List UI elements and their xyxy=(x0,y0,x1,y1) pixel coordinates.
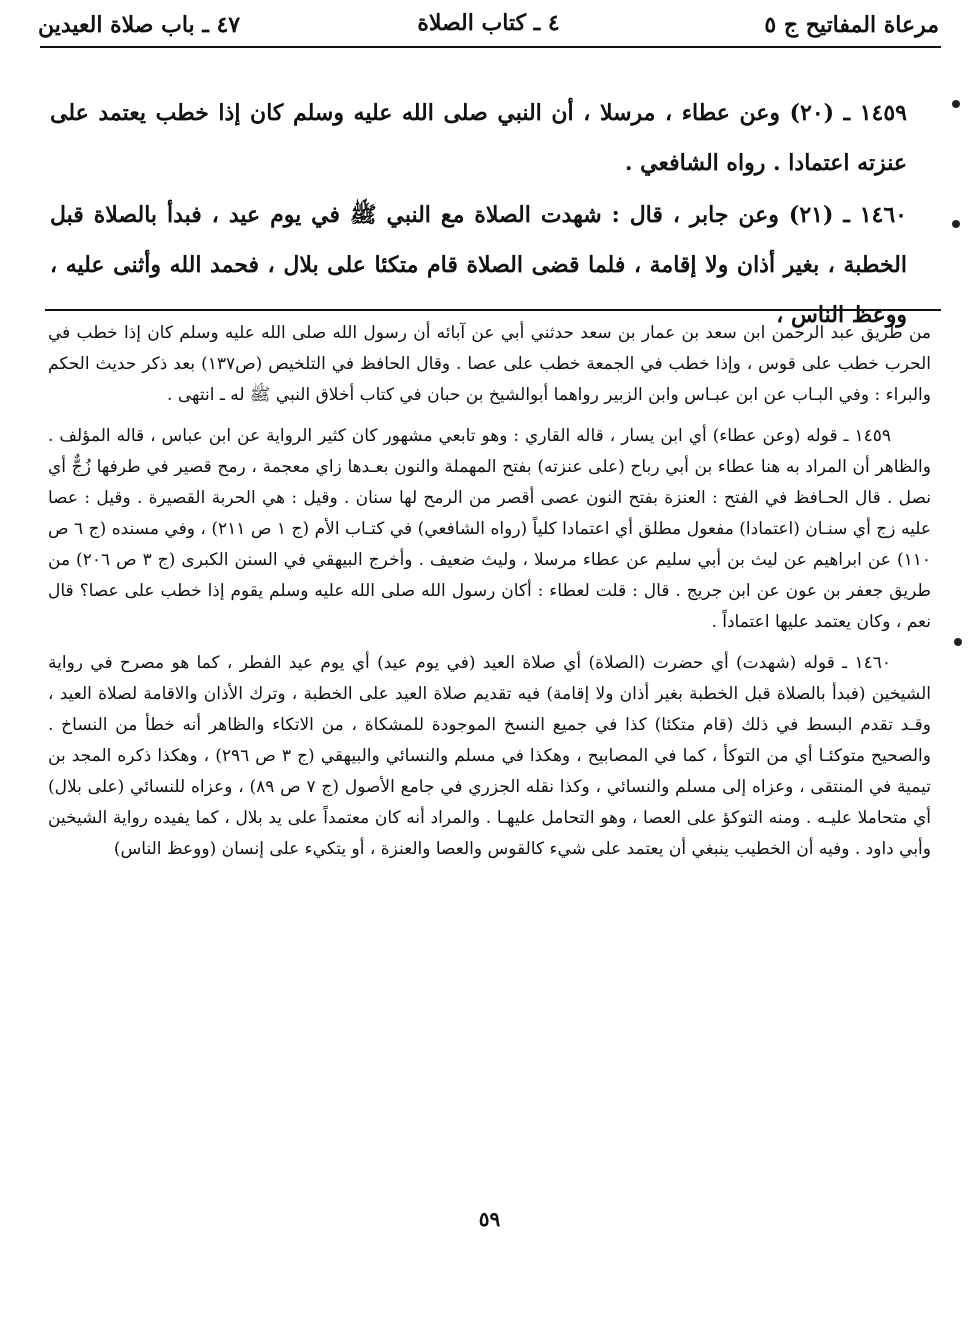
running-header xyxy=(38,8,939,42)
margin-mark-dot xyxy=(952,100,960,108)
commentary-paragraph-1460: ١٤٦٠ ـ قوله (شهدت) أي حضرت (الصلاة) أي صلاة العيد (في يوم عيد) أي يوم عيد الفطر ، كما هو مصرح في رواية الشيخين (فبدأ بالصلاة قبل الخطبة بغير أذان ولا إقامة) فيه تقديم صلاة العيد على الخطبة ، وترك الأذان والاقامة لصلاة العيد ، وقـد تقدم البسط في ذلك (قام متكئا) كذا في جميع النسخ الموجودة للمشكاة ، من الاتكاء والظاهر أنه خطأ من النساخ . والصحيح متوكئـا أي من التوكأ ، كما في المصابيح ، وهكذا في مسلم والنسائي والبيهقي (ج ٣ ص ٢٩٦) ، وهكذا ذكره المجد بن تيمية في المنتقى ، وعزاه إلى مسلم والنسائي ، وكذا نقله الجزري في جامع الأصول (ج ٧ ص ٨٩) ، وعزاه للنسائي (على بلال) أي متحاملا عليـه . ومنه التوكؤ على العصا ، وهو التحامل عليهـا . والمراد أنه كان معتمداً على يد بلال ، كما يفيده رواية الشيخين وأبي داود . وفيه أن الخطيب ينبغي أن يعتمد على شيء كالقوس والعصا والعنزة ، أو يتكيء على إنسان (ووعظ الناس) xyxy=(48,653,931,859)
margin-mark-dot xyxy=(954,638,962,646)
commentary-section xyxy=(48,318,931,875)
commentary-paragraph-continuation: من طريق عبد الرحمن ابن سعد بن عمار بن سعد حدثني أبي عن آبائه أن رسول الله صلى الله عليه وسلم كان إذا خطب في الحرب خطب على قوس ، وإذا خطب في الجمعة خطب على عصا . وقال الحافظ في التلخيص (ص١٣٧) بعد ذكر حديث الحكم والبراء : وفي البـاب عن ابن عبـاس وابن الزبير رواهما أبوالشيخ بن حبان في كتاب أخلاق النبي ﷺ له ـ انتهى . xyxy=(48,323,931,405)
header-section-title: ٤٧ ـ باب صلاة العيدين xyxy=(38,12,241,38)
page-number: ٥٩ xyxy=(478,1207,501,1231)
hadith-text-1459: ١٤٥٩ ـ (٢٠) وعن عطاء ، مرسلا ، أن النبي صلى الله عليه وسلم كان إذا خطب يعتمد على عنزته اعتمادا . رواه الشافعي . xyxy=(50,100,907,176)
commentary-paragraph-1459: ١٤٥٩ ـ قوله (وعن عطاء) أي ابن يسار ، قاله القاري : وهو تابعي مشهور كان كثير الرواية عن ابن عباس ، قاله المؤلف . والظاهر أن المراد به هنا عطاء بن أبي رباح (على عنزته) بفتح المهملة والنون بعـدها زاي معجمة ، رمح قصير في طرفها زُجٌّ أي نصل . قال الحـافظ في الفتح : العنزة بفتح النون عصى أقصر من الرمح لها سنان . وقيل : هي الحربة القصيرة . وقيل : عصا عليه زج أي سنـان (اعتمادا) مفعول مطلق أي اعتمادا كلياً (رواه الشافعي) في كتـاب الأم (ج ١ ص ٢١١) ، وفي مسنده (ج ٦ ص ١١٠) عن ابراهيم عن ليث بن أبي سليم عن عطاء مرسلا ، وليث ضعيف . وأخرج البيهقي في السنن الكبرى (ج ٣ ص ٢٠٦) من طريق جعفر بن عون عن ابن جريج . قال : قلت لعطاء : أكان رسول الله صلى الله عليه وسلم يقوم إذا خطب على عصا؟ قال نعم ، وكان يعتمد عليها اعتماداً . xyxy=(48,426,931,632)
header-book-title: مرعاة المفاتيح ج ٥ xyxy=(764,12,939,38)
text-commentary-divider xyxy=(45,309,941,311)
header-chapter-title: ٤ ـ كتاب الصلاة xyxy=(417,10,560,36)
margin-mark-dot xyxy=(952,220,960,228)
hadith-text-1460: ١٤٦٠ ـ (٢١) وعن جابر ، قال : شهدت الصلاة مع النبي ﷺ في يوم عيد ، فبدأ بالصلاة قبل الخطبة ، بغير أذان ولا إقامة ، فلما قضى الصلاة قام متكئا على بلال ، فحمد الله وأثنى عليه ، ووعظ الناس ، xyxy=(50,202,907,328)
header-divider xyxy=(40,46,941,48)
